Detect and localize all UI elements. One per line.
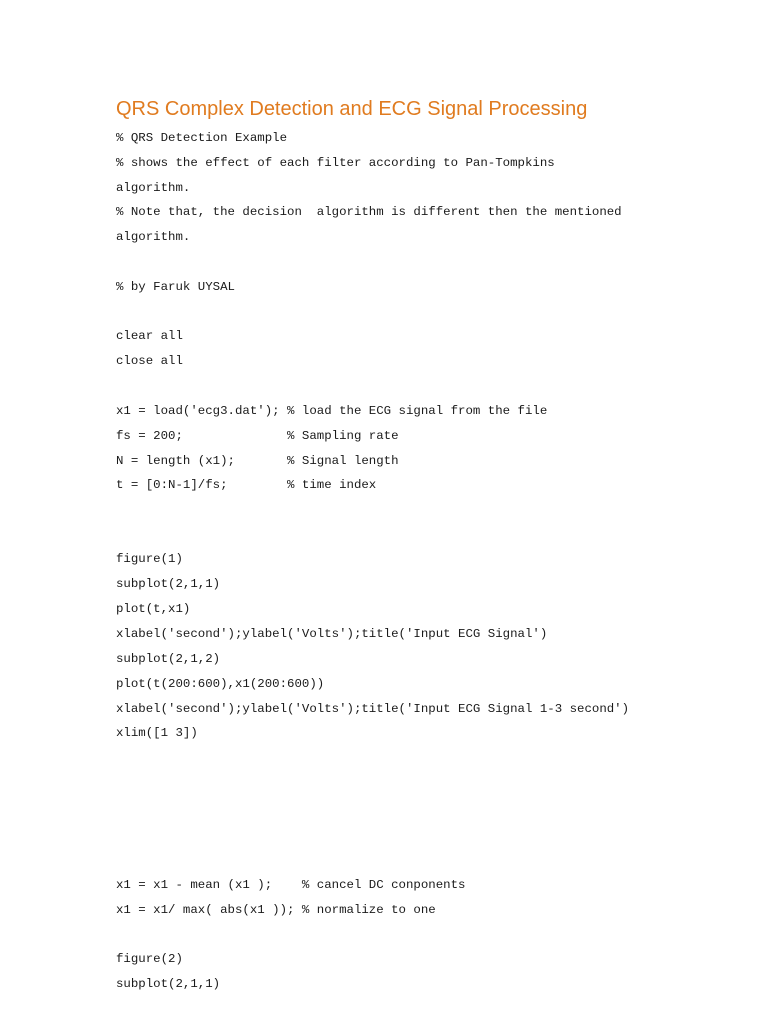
code-line-normalize: x1 = x1/ max( abs(x1 )); % normalize to one <box>116 903 436 917</box>
code-line-signal-length: N = length (x1); % Signal length <box>116 454 399 468</box>
code-line-figure-2: figure(2) <box>116 952 183 966</box>
code-line-xlim: xlim([1 3]) <box>116 726 198 740</box>
code-line-subplot-1: subplot(2,1,1) <box>116 577 221 591</box>
code-line-close-all: close all <box>116 354 183 368</box>
code-line-clear-all: clear all <box>116 329 183 343</box>
code-line-comment-note: % Note that, the decision algorithm is different then the mentioned <box>116 205 622 219</box>
document-title: QRS Complex Detection and ECG Signal Processing <box>116 98 588 120</box>
code-line-algorithm-2: algorithm. <box>116 230 191 244</box>
code-line-author: % by Faruk UYSAL <box>116 280 235 294</box>
code-line-labels-1: xlabel('second');ylabel('Volts');title('Input ECG Signal') <box>116 627 548 641</box>
code-line-load-signal: x1 = load('ecg3.dat'); % load the ECG signal from the file <box>116 404 548 418</box>
code-line-algorithm-1: algorithm. <box>116 181 191 195</box>
code-line-plot-full: plot(t,x1) <box>116 602 191 616</box>
code-line-sampling-rate: fs = 200; % Sampling rate <box>116 429 399 443</box>
code-line-comment-shows-effect: % shows the effect of each filter according to Pan-Tompkins <box>116 156 555 170</box>
code-line-comment-qrs-example: % QRS Detection Example <box>116 131 288 145</box>
code-line-figure-1: figure(1) <box>116 552 183 566</box>
code-line-plot-window: plot(t(200:600),x1(200:600)) <box>116 677 325 691</box>
code-line-subplot-2: subplot(2,1,2) <box>116 652 221 666</box>
code-line-time-index: t = [0:N-1]/fs; % time index <box>116 478 377 492</box>
code-line-labels-2: xlabel('second');ylabel('Volts');title('Input ECG Signal 1-3 second') <box>116 702 630 716</box>
code-line-subplot-3: subplot(2,1,1) <box>116 977 221 991</box>
code-line-cancel-dc: x1 = x1 - mean (x1 ); % cancel DC conponents <box>116 878 466 892</box>
